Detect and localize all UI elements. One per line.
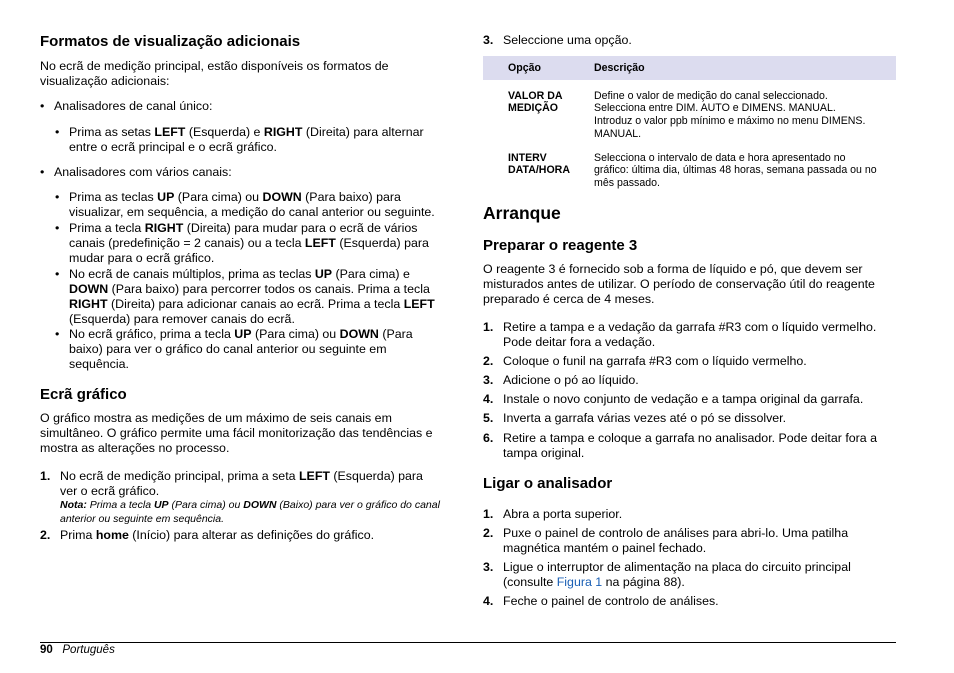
multi-item: • Prima as teclas UP (Para cima) ou DOWN (Para baixo) para visualizar, em sequência, a medição do canal anterior ou seguinte. bbox=[69, 190, 451, 220]
page-number: 90 bbox=[40, 644, 53, 656]
grafico-note: Nota: Prima a tecla UP (Para cima) ou DOWN (Baixo) para ver o gráfico do canal anterior ou seguinte em sequência. bbox=[60, 499, 440, 525]
table-header-row bbox=[483, 56, 896, 80]
key-label: LEFT bbox=[403, 297, 435, 311]
table-cell-option: VALOR DA MEDIÇÃO bbox=[508, 89, 563, 115]
subheading-reagente: Preparar o reagente 3 bbox=[483, 237, 638, 254]
bullet-single-channel: • Analisadores de canal único: bbox=[54, 99, 444, 114]
grafico-intro: O gráfico mostra as medições de um máximo de seis canais em simultâneo. O gráfico permite uma fácil monitorização das tendências e mostra as alterações no processo. bbox=[40, 411, 433, 455]
key-label: RIGHT bbox=[263, 125, 303, 139]
bullet-multi-channel: • Analisadores com vários canais: bbox=[54, 165, 444, 180]
grafico-step-2: 2. Prima home (Início) para alterar as definições do gráfico. bbox=[40, 528, 375, 542]
key-label: DOWN bbox=[69, 282, 109, 296]
section-heading-grafico: Ecrã gráfico bbox=[40, 386, 127, 403]
multi-item: • Prima a tecla RIGHT (Direita) para mudar para o ecrã de vários canais (predefinição = 2 canais) ou a tecla LEFT (Esquerda) para mudar para o ecrã gráfico. bbox=[69, 221, 449, 266]
key-label: UP bbox=[314, 267, 333, 281]
reagente-step: 6. Retire a tampa e coloque a garrafa no analisador. Pode deitar fora a tampa original. bbox=[483, 431, 878, 460]
key-label: RIGHT bbox=[69, 297, 108, 311]
ligar-step: 1. Abra a porta superior. bbox=[483, 507, 623, 521]
footer-language: Português bbox=[62, 644, 115, 656]
key-label: DOWN bbox=[262, 190, 302, 204]
table-header: Opção bbox=[483, 56, 594, 80]
key-label: UP bbox=[234, 327, 252, 341]
key-label: LEFT bbox=[304, 236, 336, 250]
reagente-step: 4. Instale o novo conjunto de vedação e a tampa original da garrafa. bbox=[483, 392, 864, 406]
key-label: DOWN bbox=[243, 499, 277, 511]
table-cell-description: Selecciona o intervalo de data e hora apresentado no gráfico: última dia, últimas 48 horas, semana passada ou no mês passado. bbox=[594, 151, 877, 189]
formatos-intro: No ecrã de medição principal, estão disponíveis os formatos de visualização adicionais: bbox=[40, 59, 389, 88]
table-cell-option: INTERV DATA/HORA bbox=[508, 151, 570, 177]
single-item: • Prima as setas LEFT (Esquerda) e RIGHT (Direita) para alternar entre o ecrã principal e o ecrã gráfico. bbox=[69, 125, 449, 155]
subheading-ligar: Ligar o analisador bbox=[483, 475, 613, 492]
table-row bbox=[483, 80, 896, 152]
table-header: Descrição bbox=[594, 56, 896, 80]
multi-item: • No ecrã gráfico, prima a tecla UP (Para cima) ou DOWN (Para baixo) para ver o gráfico do canal anterior ou seguinte em sequência. bbox=[69, 327, 439, 372]
reagente-step: 1. Retire a tampa e a vedação da garrafa #R3 com o líquido vermelho. Pode deitar fora a vedação. bbox=[483, 320, 877, 349]
reagente-intro: O reagente 3 é fornecido sob a forma de líquido e pó, que devem ser misturados antes de utilizar. O período de conservação útil do reagente preparado é cerca de 4 meses. bbox=[483, 262, 875, 306]
reagente-step: 2. Coloque o funil na garrafa #R3 com o líquido vermelho. bbox=[483, 354, 807, 368]
ligar-step: 2. Puxe o painel de controlo de análises para abri-lo. Uma patilha magnética mantém o painel fechado. bbox=[483, 526, 849, 555]
ligar-step: 3. Ligue o interruptor de alimentação na placa do circuito principal (consulte Figura 1 na página 88). bbox=[483, 560, 851, 589]
key-label: LEFT bbox=[298, 469, 330, 483]
key-label: LEFT bbox=[154, 125, 186, 139]
key-label: home bbox=[95, 528, 129, 542]
section-heading-formatos: Formatos de visualização adicionais bbox=[40, 33, 301, 50]
ligar-step: 4. Feche o painel de controlo de análises. bbox=[483, 594, 719, 608]
table-row bbox=[483, 152, 896, 190]
table-cell-description: Define o valor de medição do canal seleccionado. Selecciona entre DIM. AUTO e DIMENS. MANUAL. Introduz o valor ppb mínimo e máximo no menu DIMENS. MANUAL. bbox=[594, 89, 866, 140]
select-option-step: 3. Seleccione uma opção. bbox=[483, 33, 632, 47]
key-label: UP bbox=[153, 499, 169, 511]
grafico-step-1: 1. No ecrã de medição principal, prima a seta LEFT (Esquerda) para ver o ecrã gráfico. bbox=[40, 469, 423, 498]
page-footer bbox=[40, 643, 115, 658]
key-label: DOWN bbox=[339, 327, 379, 341]
section-heading-arranque: Arranque bbox=[483, 203, 561, 223]
reagente-step: 5. Inverta a garrafa várias vezes até o pó se dissolver. bbox=[483, 411, 787, 425]
key-label: RIGHT bbox=[144, 221, 184, 235]
footer-divider bbox=[40, 642, 896, 643]
key-label: Nota: bbox=[60, 499, 87, 511]
key-label: UP bbox=[157, 190, 175, 204]
multi-item: • No ecrã de canais múltiplos, prima as teclas UP (Para cima) e DOWN (Para baixo) para percorrer todos os canais. Prima a tecla RIGHT (Direita) para adicionar canais ao ecrã. Prima a tecla LEFT (Esquerda) para remover canais do ecrã. bbox=[69, 267, 451, 327]
figure-link[interactable]: Figura 1 bbox=[556, 575, 603, 589]
options-table bbox=[483, 56, 896, 190]
reagente-step: 3. Adicione o pó ao líquido. bbox=[483, 373, 639, 387]
